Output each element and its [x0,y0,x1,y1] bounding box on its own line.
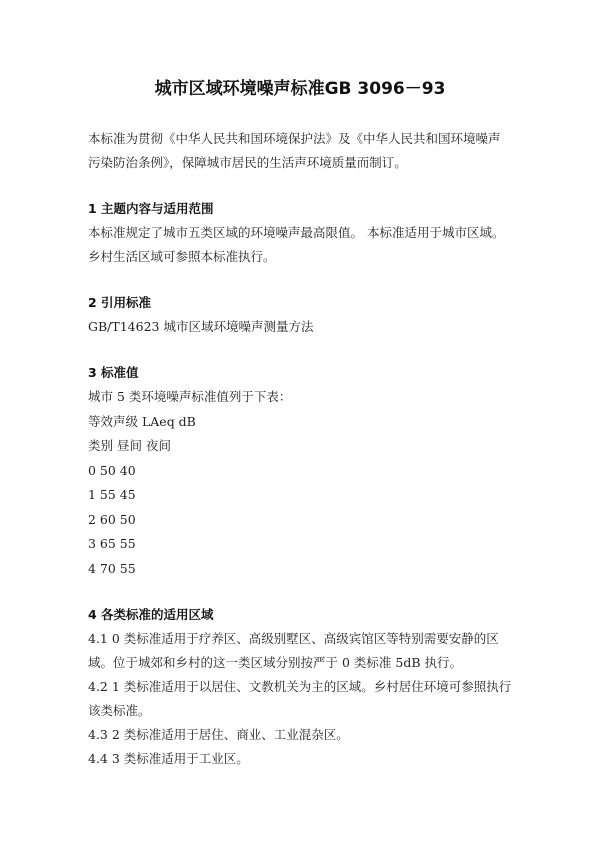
table-intro-line: 城市 5 类环境噪声标准值列于下表： [88,389,292,404]
table-row: 0 50 40 [88,462,136,478]
section-3 [88,361,512,581]
page-title: 城市区域环境噪声标准GB 3096－93 [154,79,446,99]
section-heading: 3 标准值 [88,365,139,380]
clause-paragraph: 4.1 0 类标准适用于疗养区、高级别墅区、高级宾馆区等特别需要安静的区域。位于城郊和乡村的这一类区域分别按严于 0 类标准 5dB 执行。 [88,631,499,670]
section-4 [88,603,512,771]
table-row: 3 65 55 [88,536,136,551]
section-heading: 4 各类标准的适用区域 [88,607,214,622]
table-row: 2 60 50 [88,511,136,527]
clause-paragraph: 4.2 1 类标准适用于以居住、文教机关为主的区域。乡村居住环境可参照执行该类标准。 [88,679,512,718]
intro-paragraph: 本标准为贯彻《中华人民共和国环境保护法》及《中华人民共和国环境噪声污染防治条例》，保障城市居民的生活声环境质量而制订。 [88,131,501,170]
section-heading: 1 主题内容与适用范围 [88,201,214,216]
table-row: 4 70 55 [88,560,136,576]
section-heading: 2 引用标准 [88,295,152,310]
clause-paragraph: 4.3 2 类标准适用于居住、商业、工业混杂区。 [88,727,349,742]
table-row: 1 55 45 [88,487,136,502]
section-body: GB/T14623 城市区域环境噪声测量方法 [88,319,314,334]
table-unit-line: 等效声级 LAeq dB [88,413,196,429]
section-2 [88,291,512,339]
section-body: 本标准规定了城市五类区域的环境噪声最高限值。 本标准适用于城市区域。乡村生活区域可参照本标准执行。 [88,225,505,264]
clause-paragraph: 4.4 3 类标准适用于工业区。 [88,751,249,766]
table-header-line: 类别 昼间 夜间 [88,438,171,453]
section-1 [88,197,512,269]
